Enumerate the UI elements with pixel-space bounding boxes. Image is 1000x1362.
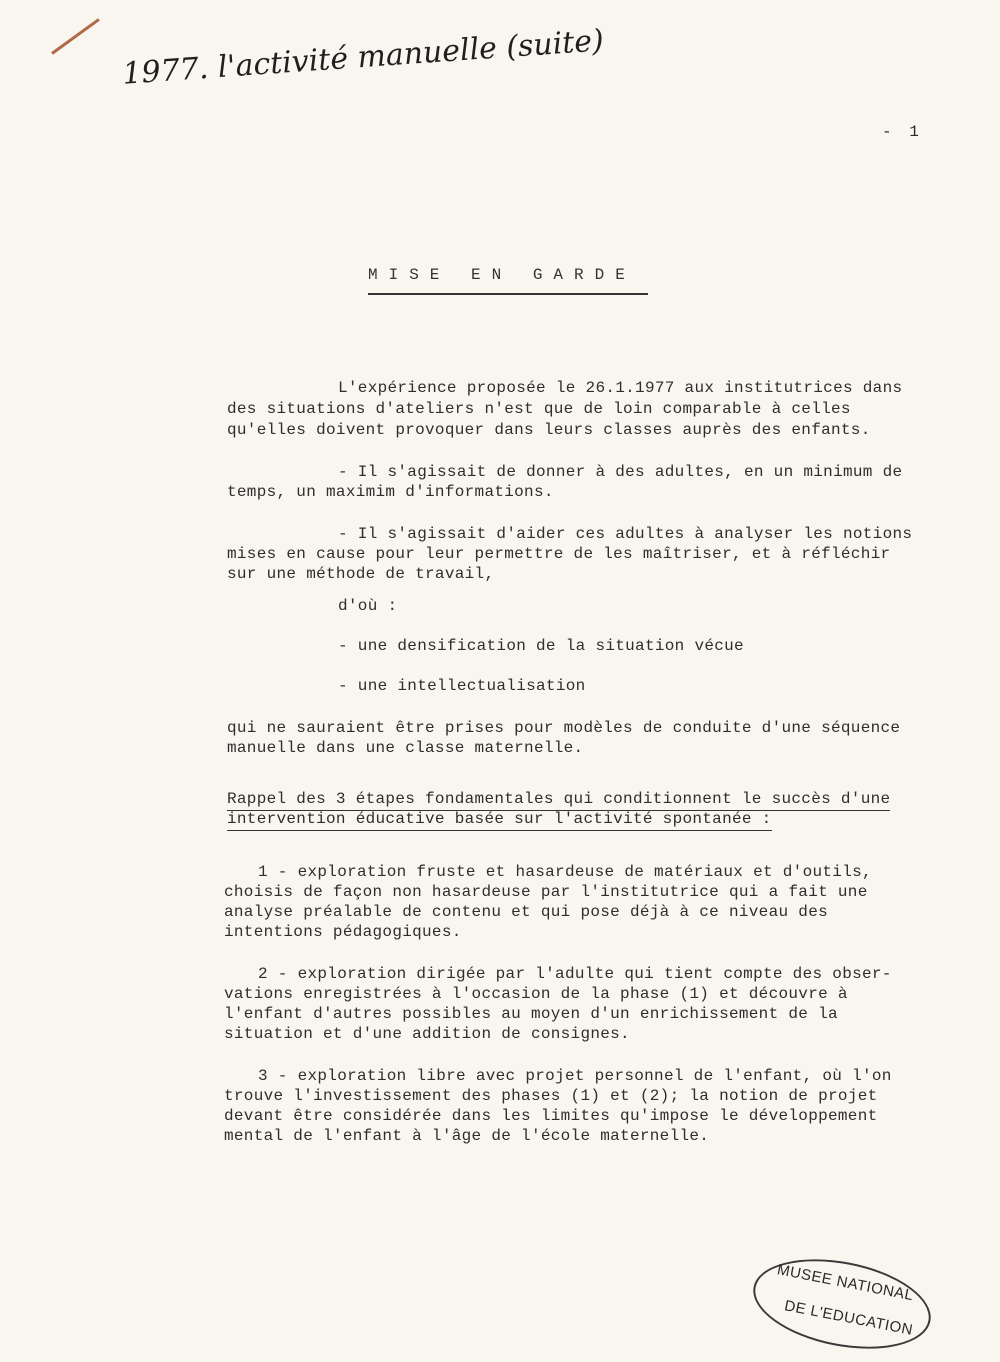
body-line: sur une méthode de travail,	[227, 565, 495, 583]
stamp-line-1: MUSEE NATIONAL	[775, 1261, 915, 1305]
section-heading-line: intervention éducative basée sur l'activité spontanée :	[227, 809, 772, 831]
body-line: - Il s'agissait d'aider ces adultes à analyser les notions	[338, 525, 913, 543]
body-line: d'où :	[338, 597, 398, 615]
title-underline	[368, 293, 648, 295]
body-line: mises en cause pour leur permettre de les maîtriser, et à réfléchir	[227, 545, 891, 563]
body-line: manuelle dans une classe maternelle.	[227, 739, 584, 757]
body-line: choisis de façon non hasardeuse par l'institutrice qui a fait une	[224, 883, 868, 901]
page-number: - 1	[882, 123, 923, 141]
body-line: vations enregistrées à l'occasion de la phase (1) et découvre à	[224, 985, 848, 1003]
body-line: l'enfant d'autres possibles au moyen d'un enrichissement de la	[224, 1005, 838, 1023]
body-line: 1 - exploration fruste et hasardeuse de matériaux et d'outils,	[258, 863, 872, 881]
pencil-mark	[51, 18, 100, 55]
body-line: L'expérience proposée le 26.1.1977 aux institutrices dans	[338, 379, 903, 397]
body-line: mental de l'enfant à l'âge de l'école maternelle.	[224, 1127, 710, 1145]
body-line: qui ne sauraient être prises pour modèles de conduite d'une séquence	[227, 719, 901, 737]
body-line: 2 - exploration dirigée par l'adulte qui tient compte des obser-	[258, 965, 892, 983]
body-line: intentions pédagogiques.	[224, 923, 462, 941]
body-line: - Il s'agissait de donner à des adultes, en un minimum de	[338, 463, 903, 481]
body-line: qu'elles doivent provoquer dans leurs classes auprès des enfants.	[227, 421, 871, 439]
body-line: trouve l'investissement des phases (1) et (2); la notion de projet	[224, 1087, 878, 1105]
stamp-line-2: DE L'EDUCATION	[783, 1297, 915, 1339]
body-line: - une intellectualisation	[338, 677, 586, 695]
body-line: situation et d'une addition de consignes.	[224, 1025, 630, 1043]
body-line: 3 - exploration libre avec projet personnel de l'enfant, où l'on	[258, 1067, 892, 1085]
museum-stamp	[746, 1246, 939, 1362]
handwritten-note: 1977. l'activité manuelle (suite)	[121, 23, 605, 92]
body-line: - une densification de la situation vécue	[338, 637, 744, 655]
body-line: analyse préalable de contenu et qui pose déjà à ce niveau des	[224, 903, 828, 921]
bleed-through	[240, 160, 250, 177]
section-heading-line: Rappel des 3 étapes fondamentales qui conditionnent le succès d'une	[227, 789, 890, 811]
body-line: devant être considérée dans les limites qu'impose le développement	[224, 1107, 878, 1125]
page-title: MISE EN GARDE	[368, 266, 636, 284]
body-line: temps, un maximim d'informations.	[227, 483, 554, 501]
body-line: des situations d'ateliers n'est que de loin comparable à celles	[227, 400, 851, 418]
